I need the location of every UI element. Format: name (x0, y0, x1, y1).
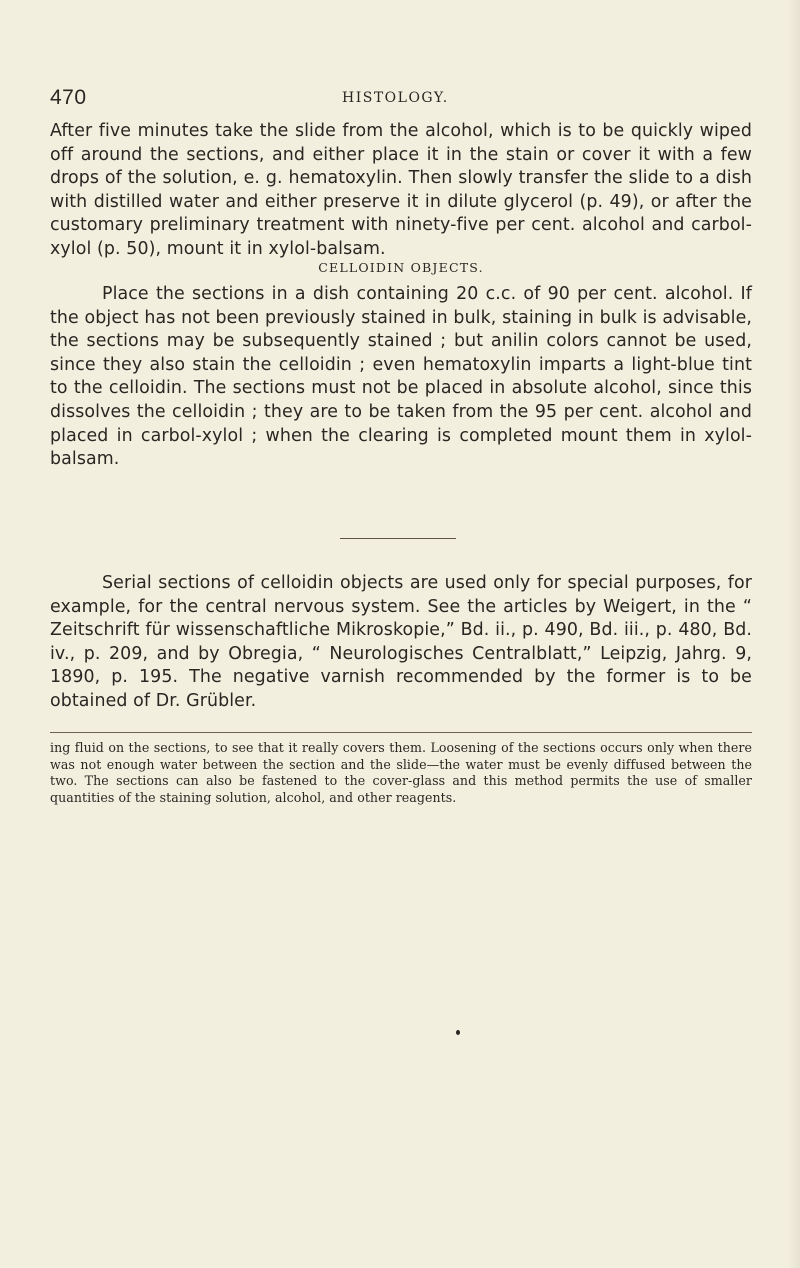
running-title: HISTOLOGY. (342, 90, 449, 106)
paragraph-celloidin-objects: Place the sections in a dish containing 20 c.c. of 90 per cent. alcohol. If the object has not been previously stained in bulk, staining in bulk is advisable, the sections may be subsequently stained ; but anilin colors cannot be used, since they also stain the celloidin ; even hematoxylin imparts a light-blue tint to the celloidin. The sections must not be placed in absolute alcohol, since this dissolves the celloidin ; they are to be taken from the 95 per cent. alcohol and placed in carbol-xylol ; when the clearing is completed mount them in xylol-balsam. (50, 284, 752, 470)
footnote-rule (50, 732, 752, 733)
page-edge-shadow (788, 0, 800, 1268)
section-heading: CELLOIDIN OBJECTS. (318, 260, 484, 275)
page-number: 470 (50, 86, 87, 109)
paragraph-serial-sections: Serial sections of celloidin objects are used only for special purposes, for example, for the central nervous system. See the articles by Weigert, in the “ Zeitschrift für wissenschaftliche Mikroskopie,” Bd. ii., p. 490, Bd. iii., p. 480, Bd. iv., p. 209, and by Obregia, “ Neurologisches Centralblatt,” Leipzig, Jahrg. 9, 1890, p. 195. The negative varnish recommended by the former is to be obtained of Dr. Grübler. (50, 573, 752, 711)
ink-speck (456, 1030, 460, 1035)
running-head (50, 86, 750, 116)
paragraph-mounting: After five minutes take the slide from the alcohol, which is to be quickly wiped off around the sections, and either place it in the stain or cover it with a few drops of the solution, e. g. hematoxylin. Then slowly transfer the slide to a dish with distilled water and either preserve it in dilute glycerol (p. 49), or after the customary preliminary treatment with ninety-five per cent. alcohol and carbol-xylol (p. 50), mount it in xylol-balsam. (50, 121, 752, 259)
section-divider (340, 538, 456, 539)
footnote: ing fluid on the sections, to see that it really covers them. Loosening of the sections occurs only when there was not enough water between the section and the slide—the water must be evenly diffused between the two. The sections can also be fastened to the cover-glass and this method permits the use of smaller quantities of the staining solution, alcohol, and other reagents. (50, 740, 752, 805)
